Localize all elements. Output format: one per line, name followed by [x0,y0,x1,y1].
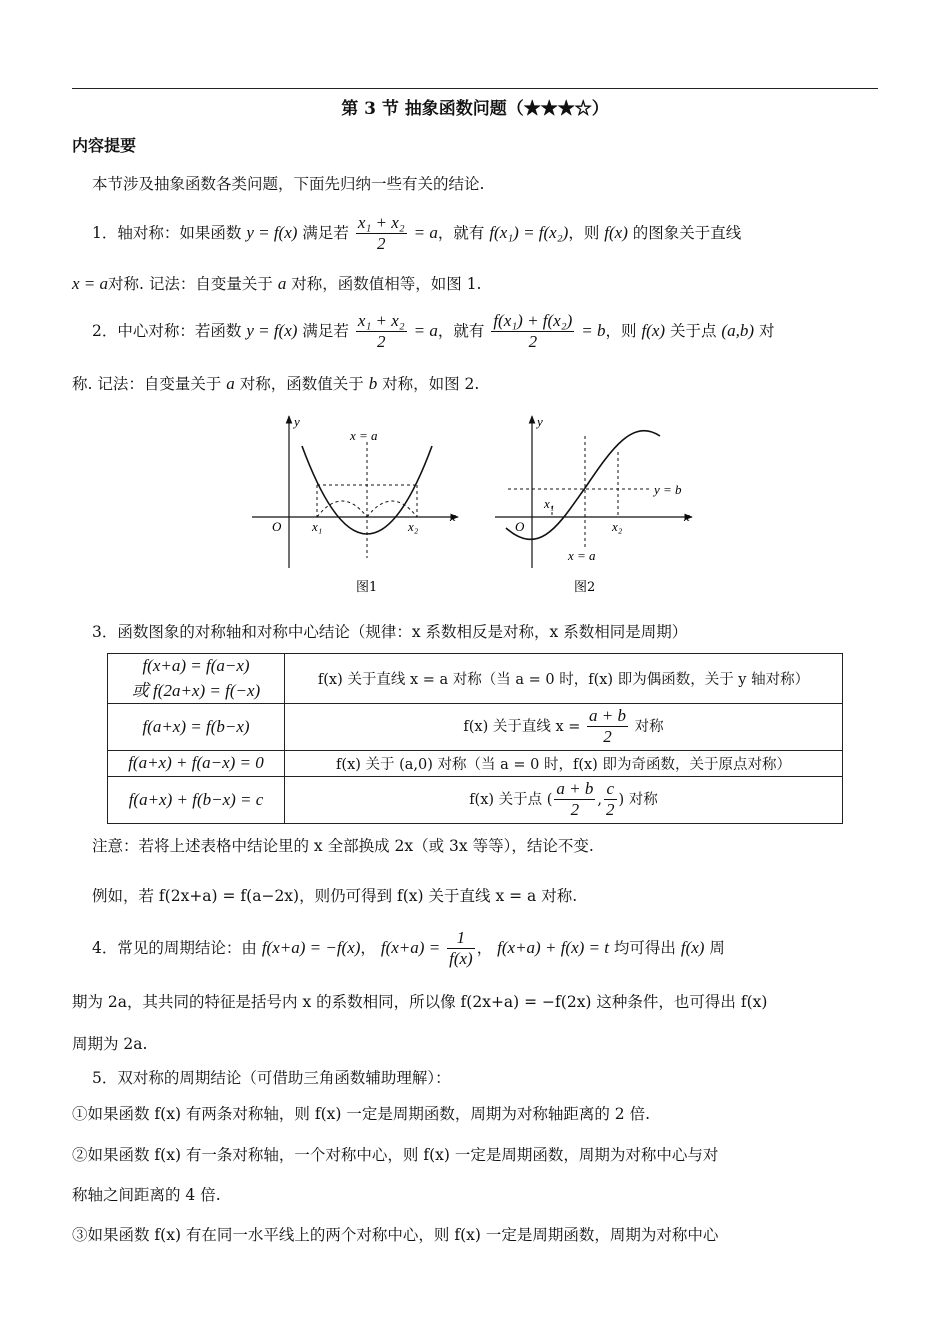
fig2-caption: 图2 [574,580,596,595]
item4-line1: 4．常见的周期结论：由 f(x+a) = −f(x)， f(x+a) = $\frac{1}{f(x)}$ ， f(x+a) + f(x) = t 均可得出 f(x) 周 [92,928,725,969]
fig1-right-arc [367,501,417,517]
table-row [108,654,843,704]
fig1-origin: O [272,519,282,534]
item1-line1: 1．轴对称：如果函数 y = f(x) 满足若 $\frac{\text{x₁ + x₂}}{2}$ = a，就有 f(x₁) = f(x₂)，则 f(x) 的图象关于直线 [92,213,742,254]
item5-conclusion-3: ③如果函数 f(x) 有在同一水平线上的两个对称中心，则 f(x) 一定是周期函数，周期为对称中心 [72,1226,719,1244]
fig2-curve [506,431,660,540]
fig1-x-label: x [450,509,456,524]
table-row [108,750,843,776]
fig2-x1-label: x₁ [544,496,555,511]
item1-line2: x = a对称. 记法：自变量关于 a 对称，函数值相等，如图 1. [72,274,482,293]
table-row [108,776,843,823]
note-text: 注意：若将上述表格中结论里的 x 全部换成 2x（或 3x 等等），结论不变. [92,837,594,855]
intro-text: 本节涉及抽象函数各类问题，下面先归纳一些有关的结论. [92,175,485,193]
example-text: 例如，若 f(2x+a) = f(a−2x)，则仍可得到 f(x) 关于直线 x = a 对称. [92,887,578,905]
fig1-line-label: x = a [350,428,378,443]
item5-conclusion-2a: ②如果函数 f(x) 有一条对称轴，一个对称中心，则 f(x) 一定是周期函数，周期为对称中心与对 [72,1146,719,1164]
item4-line2: 期为 2a，其共同的特征是括号内 x 的系数相同，所以像 f(2x+a) = −f(2x) 这种条件，也可得出 f(x) [72,993,768,1011]
item2-line1: 2．中心对称：若函数 y = f(x) 满足若 $\frac{\text{x₁ + x₂}}{2}$ = a，就有 $\frac{\text{f(x₁) + f(x₂)}}{2}$ = b，则 f(x) 关于点 (a,b) 对 [92,311,775,352]
item5-conclusion-2b: 称轴之间距离的 4 倍. [72,1186,221,1204]
table-cell: f(a+x) + f(a−x) = 0 [108,750,285,776]
fig1-left-arc [317,501,367,517]
table-cell: f(x) 关于直线 x = $\frac{a + b}{2}$ 对称 [285,704,843,751]
item4-line3: 周期为 2a. [72,1035,148,1053]
table-cell: f(a+x) = f(b−x) [108,704,285,751]
item4-fraction: $\frac{1}{f(x)}$ [449,928,473,969]
fig2-x-label: x [684,509,690,524]
item2-fraction-b: $\frac{\text{f(x₁) + f(x₂)}}{2}$ [493,311,573,352]
fig1-y-label: y [294,414,300,429]
fig1-x2-label: x₂ [408,519,419,534]
table-cell: f(a+x) + f(b−x) = c [108,776,285,823]
fig2-hline-label: y = b [654,482,682,497]
table-cell: f(x) 关于直线 x = a 对称（当 a = 0 时，f(x) 即为偶函数，关于 y 轴对称） [285,654,843,704]
summary-heading: 内容提要 [72,136,137,155]
table-cell: f(x) 关于点 ( $\frac{a + b}{2}$ , $\frac{c}{2}$ ) 对称 [285,776,843,823]
item2-line2: 称. 记法：自变量关于 a 对称，函数值关于 b 对称，如图 2. [72,374,480,393]
fig2-x2-label: x₂ [612,519,623,534]
header-rule [72,88,878,89]
fig1-x1-label: x₁ [312,519,323,534]
item2-fraction-a: $\frac{\text{x₁ + x₂}}{2}$ [357,311,405,352]
item3-heading: 3．函数图象的对称轴和对称中心结论（规律：x 系数相反是对称，x 系数相同是周期） [92,623,688,641]
table-row [108,704,843,751]
table-cell: f(x) 关于 (a,0) 对称（当 a = 0 时，f(x) 即为奇函数，关于原点对称） [285,750,843,776]
figures [240,408,710,600]
table-cell: f(x+a) = f(a−x) 或 f(2a+x) = f(−x) [108,654,285,704]
fig2-line-label: x = a [568,548,596,563]
symmetry-table [107,653,843,824]
fig2-y-label: y [537,414,543,429]
item5-heading: 5．双对称的周期结论（可借助三角函数辅助理解）： [92,1069,451,1087]
page-title: 第 3 节 抽象函数问题（★★★☆） [341,99,609,119]
item1-fraction: $\frac{\text{x₁ + x₂}}{2}$ [357,213,405,254]
fig1-caption: 图1 [356,580,378,595]
item5-conclusion-1: ①如果函数 f(x) 有两条对称轴，则 f(x) 一定是周期函数，周期为对称轴距离的 2 倍. [72,1105,650,1123]
fig2-origin: O [515,519,525,534]
